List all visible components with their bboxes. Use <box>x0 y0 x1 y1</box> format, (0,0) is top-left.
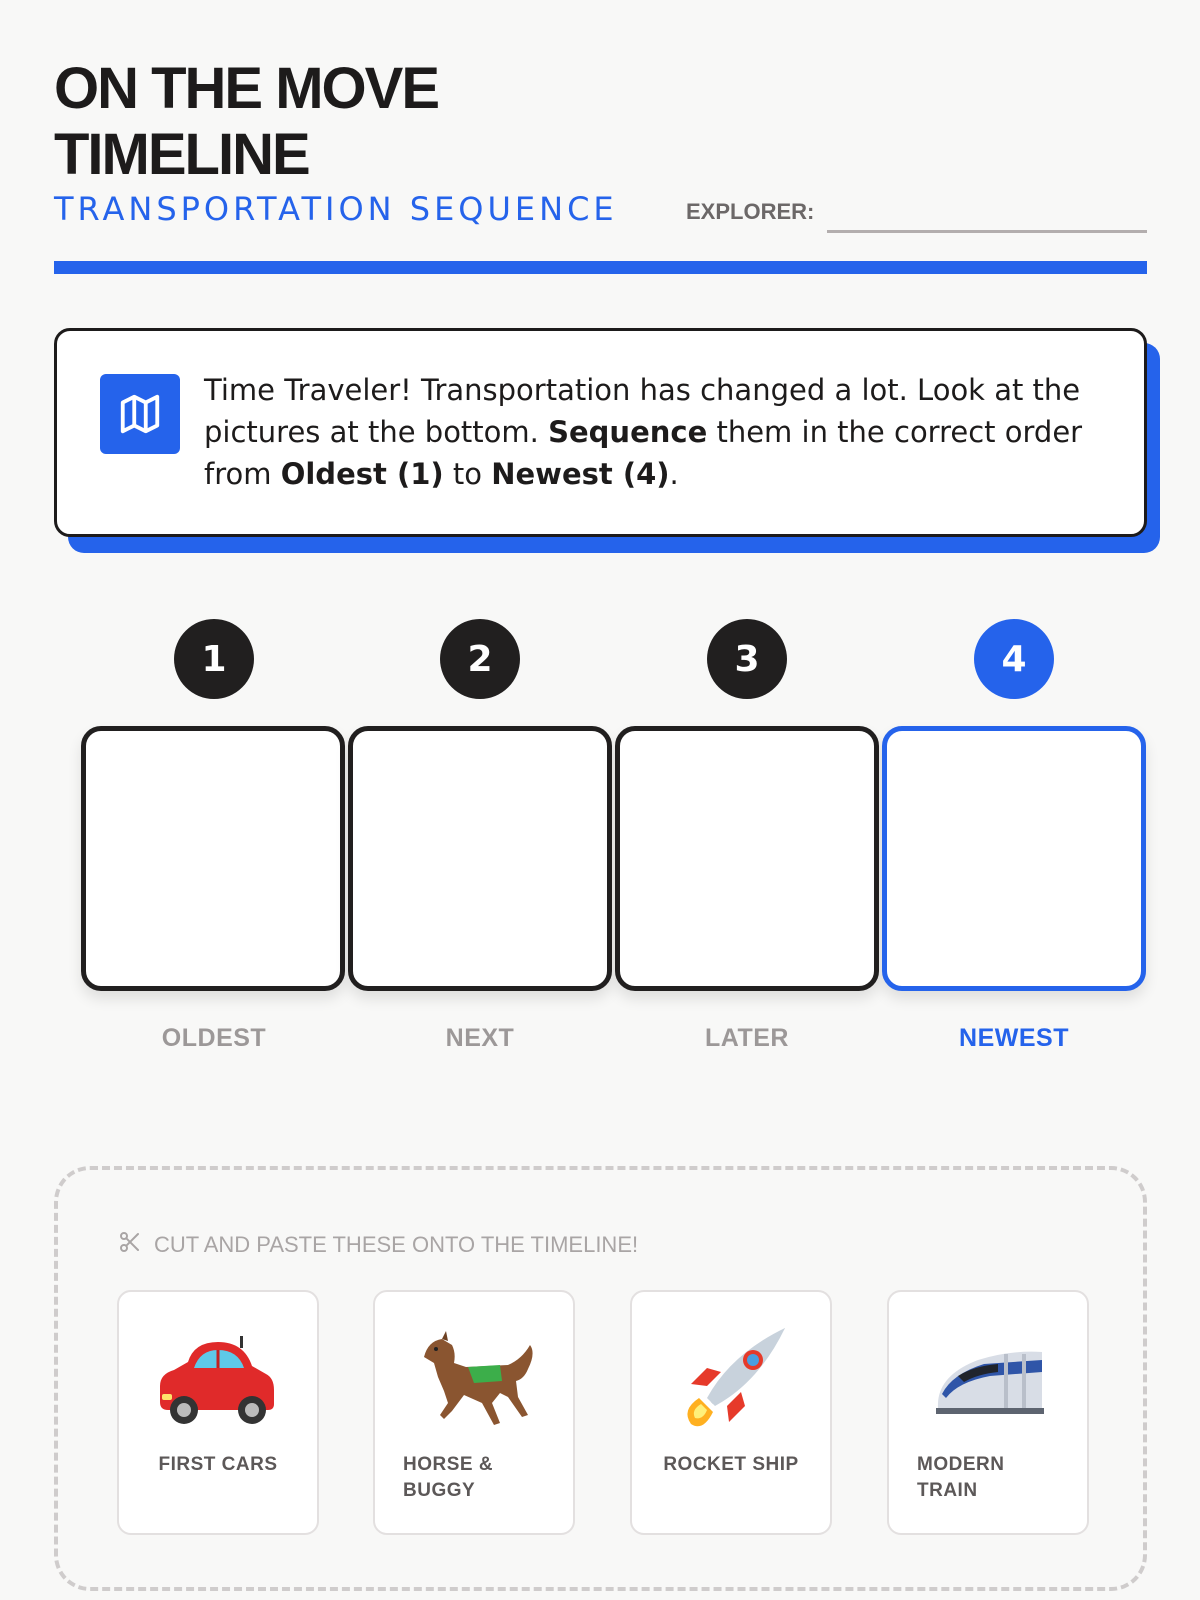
slot-label-later: LATER <box>705 1024 789 1052</box>
horse-icon <box>375 1314 573 1444</box>
card-label-modern-train: MODERN TRAIN <box>917 1454 1005 1501</box>
title-line-1: ON THE MOVE <box>54 56 439 121</box>
timeline-slot-2[interactable] <box>348 726 612 991</box>
cutout-area <box>54 1166 1147 1591</box>
card-label-horse-buggy: HORSE & BUGGY <box>403 1454 494 1501</box>
step-number-3: 3 <box>707 619 787 699</box>
step-number-4: 4 <box>974 619 1054 699</box>
instructions-box <box>54 328 1147 537</box>
timeline-slot-3[interactable] <box>615 726 879 991</box>
card-label-first-cars: FIRST CARS <box>158 1454 278 1475</box>
card-label-rocket-ship: ROCKET SHIP <box>663 1454 799 1475</box>
slot-label-newest: NEWEST <box>959 1024 1069 1052</box>
explorer-name-field[interactable] <box>827 230 1147 233</box>
rocket-icon <box>632 1314 830 1444</box>
cutout-card-rocket-ship[interactable] <box>630 1290 832 1535</box>
step-number-2: 2 <box>440 619 520 699</box>
slot-label-oldest: OLDEST <box>161 1024 267 1052</box>
step-number-1: 1 <box>174 619 254 699</box>
cutout-card-modern-train[interactable] <box>887 1290 1089 1535</box>
title-line-2: TIMELINE <box>54 122 309 187</box>
cutout-header <box>118 1230 638 1260</box>
scissors-icon <box>118 1230 142 1260</box>
page-title <box>54 56 438 188</box>
cutout-header-text: CUT AND PASTE THESE ONTO THE TIMELINE! <box>154 1232 639 1257</box>
header-divider <box>54 261 1147 274</box>
cutout-card-horse-buggy[interactable] <box>373 1290 575 1535</box>
explorer-label: EXPLORER: <box>686 199 815 224</box>
instructions-text: Time Traveler! Transportation has changed a lot. Look at the pictures at the bottom. Sequence them in the correct order from Oldest (1) to Newest (4). <box>204 373 1083 491</box>
train-icon <box>889 1314 1087 1444</box>
timeline-slot-1[interactable] <box>81 726 345 991</box>
page-subtitle: TRANSPORTATION SEQUENCE <box>54 190 618 228</box>
timeline-slot-4[interactable] <box>882 726 1146 991</box>
slot-label-next: NEXT <box>445 1024 515 1052</box>
cutout-card-first-cars[interactable] <box>117 1290 319 1535</box>
car-icon <box>119 1314 317 1444</box>
map-icon <box>100 374 180 454</box>
